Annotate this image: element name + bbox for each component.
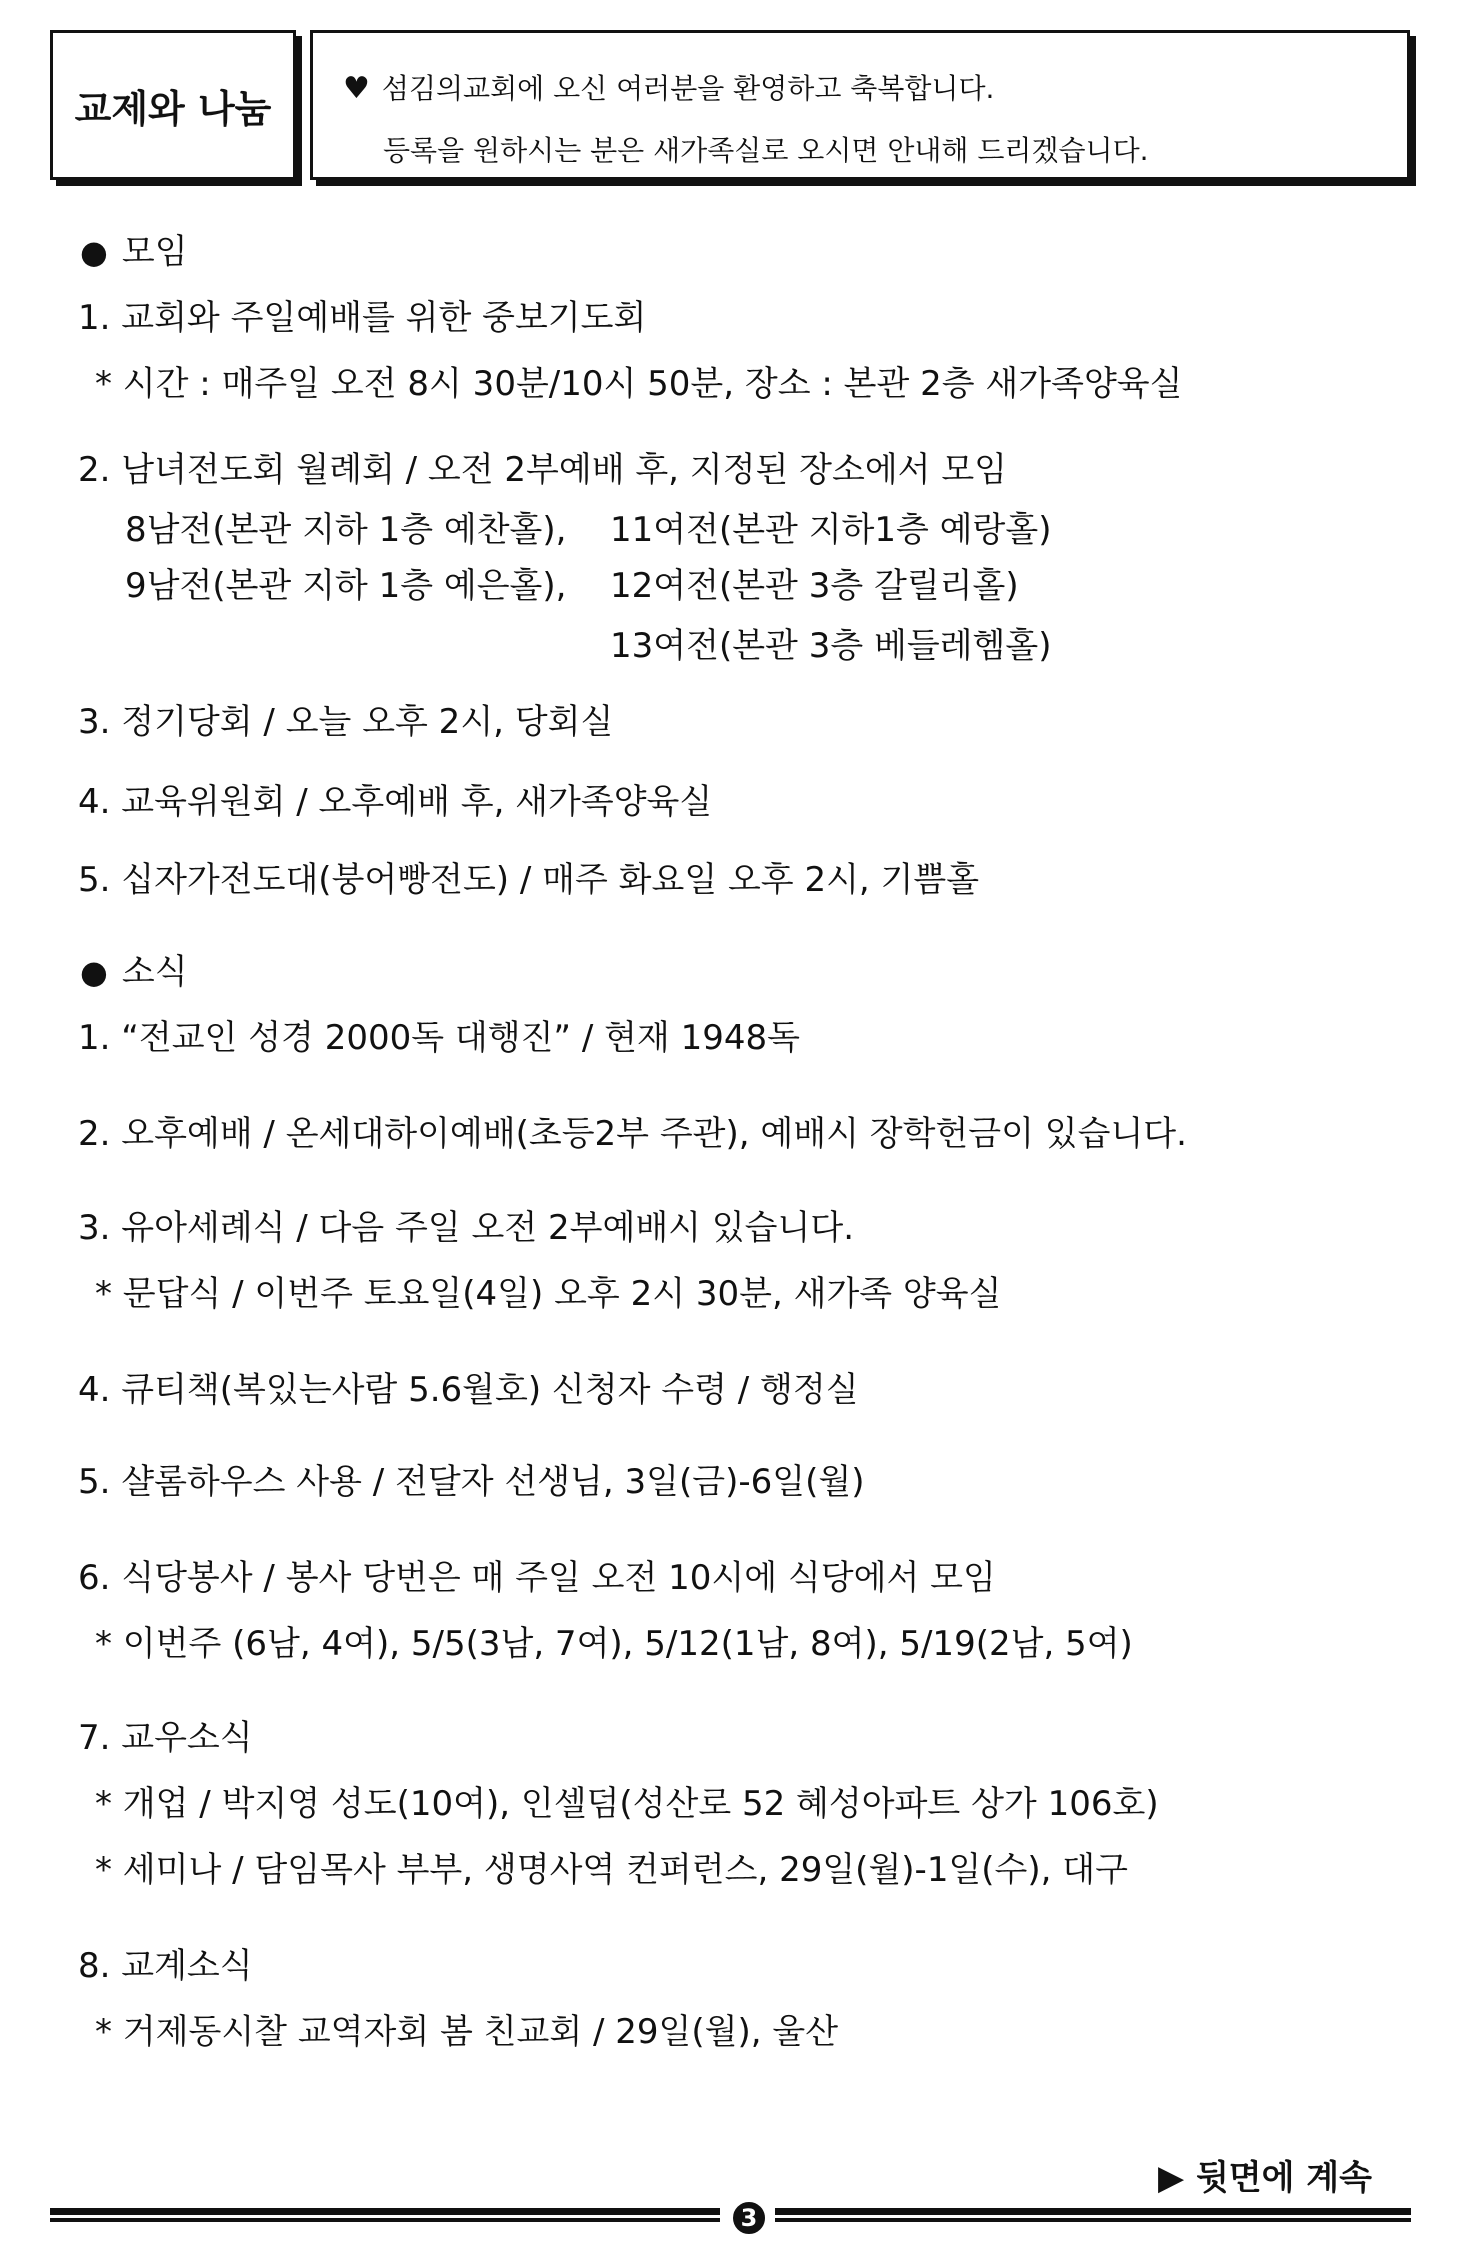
meeting-item-5: 5. 십자가전도대(붕어빵전도) / 매주 화요일 오후 2시, 기쁨홀 (78, 860, 980, 900)
news-item-2: 2. 오후예배 / 온세대하이예배(초등2부 주관), 예배시 장학헌금이 있습니다. (78, 1114, 1187, 1154)
news-item-6-note: * 이번주 (6남, 4여), 5/5(3남, 7여), 5/12(1남, 8여), 5/19(2남, 5여) (95, 1624, 1133, 1664)
meetings-heading (80, 232, 188, 272)
meeting-item-3: 3. 정기당회 / 오늘 오후 2시, 당회실 (78, 702, 614, 742)
welcome-box (310, 30, 1410, 180)
meeting-item-2-women13: 13여전(본관 3층 베들레헴홀) (610, 626, 1052, 666)
news-item-8: 8. 교계소식 (78, 1946, 253, 1986)
meeting-item-1: 1. 교회와 주일예배를 위한 중보기도회 (78, 298, 647, 338)
welcome-line-2: 등록을 원하시는 분은 새가족실로 오시면 안내해 드리겠습니다. (383, 134, 1149, 167)
welcome-line-1 (343, 67, 994, 107)
welcome-text-1: 섬김의교회에 오신 여러분을 환영하고 축복합니다. (381, 72, 995, 105)
page-number-badge: 3 (730, 2199, 768, 2237)
meeting-item-2: 2. 남녀전도회 월례회 / 오전 2부예배 후, 지정된 장소에서 모임 (78, 450, 1008, 490)
footer-rule-right (775, 2208, 1411, 2226)
meeting-item-4: 4. 교육위원회 / 오후예배 후, 새가족양육실 (78, 782, 713, 822)
section-title-box (50, 30, 296, 180)
meeting-item-1-note: * 시간 : 매주일 오전 8시 30분/10시 50분, 장소 : 본관 2층 새가족양육실 (95, 364, 1183, 404)
bullet-icon: ● (80, 953, 108, 991)
heart-icon: ♥ (343, 71, 370, 106)
news-item-4: 4. 큐티책(복있는사람 5.6월호) 신청자 수령 / 행정실 (78, 1370, 859, 1410)
meeting-item-2-men9: 9남전(본관 지하 1층 예은홀), (125, 566, 567, 606)
news-item-7-note-1: * 개업 / 박지영 성도(10여), 인셀덤(성산로 52 혜성아파트 상가 106호) (95, 1784, 1159, 1824)
news-item-3: 3. 유아세례식 / 다음 주일 오전 2부예배시 있습니다. (78, 1208, 855, 1248)
news-heading-text: 소식 (121, 952, 188, 992)
section-title: 교제와 나눔 (74, 86, 272, 131)
bullet-icon: ● (80, 233, 108, 271)
meeting-item-2-women12: 12여전(본관 3층 갈릴리홀) (610, 566, 1019, 606)
footer-rule-left (50, 2208, 720, 2226)
news-item-7-note-2: * 세미나 / 담임목사 부부, 생명사역 컨퍼런스, 29일(월)-1일(수), 대구 (95, 1850, 1128, 1890)
news-item-7: 7. 교우소식 (78, 1718, 253, 1758)
news-item-8-note: * 거제동시찰 교역자회 봄 친교회 / 29일(월), 울산 (95, 2012, 839, 2052)
continue-on-back-label: ▶ 뒷면에 계속 (1157, 2158, 1372, 2198)
news-item-5: 5. 샬롬하우스 사용 / 전달자 선생님, 3일(금)-6일(월) (78, 1462, 865, 1502)
news-item-3-note: * 문답식 / 이번주 토요일(4일) 오후 2시 30분, 새가족 양육실 (95, 1274, 1002, 1314)
meetings-heading-text: 모임 (121, 232, 188, 272)
news-item-6: 6. 식당봉사 / 봉사 당번은 매 주일 오전 10시에 식당에서 모임 (78, 1558, 996, 1598)
meeting-item-2-men8: 8남전(본관 지하 1층 예찬홀), (125, 510, 567, 550)
news-heading (80, 952, 188, 992)
meeting-item-2-women11: 11여전(본관 지하1층 예랑홀) (610, 510, 1052, 550)
news-item-1: 1. “전교인 성경 2000독 대행진” / 현재 1948독 (78, 1018, 800, 1058)
